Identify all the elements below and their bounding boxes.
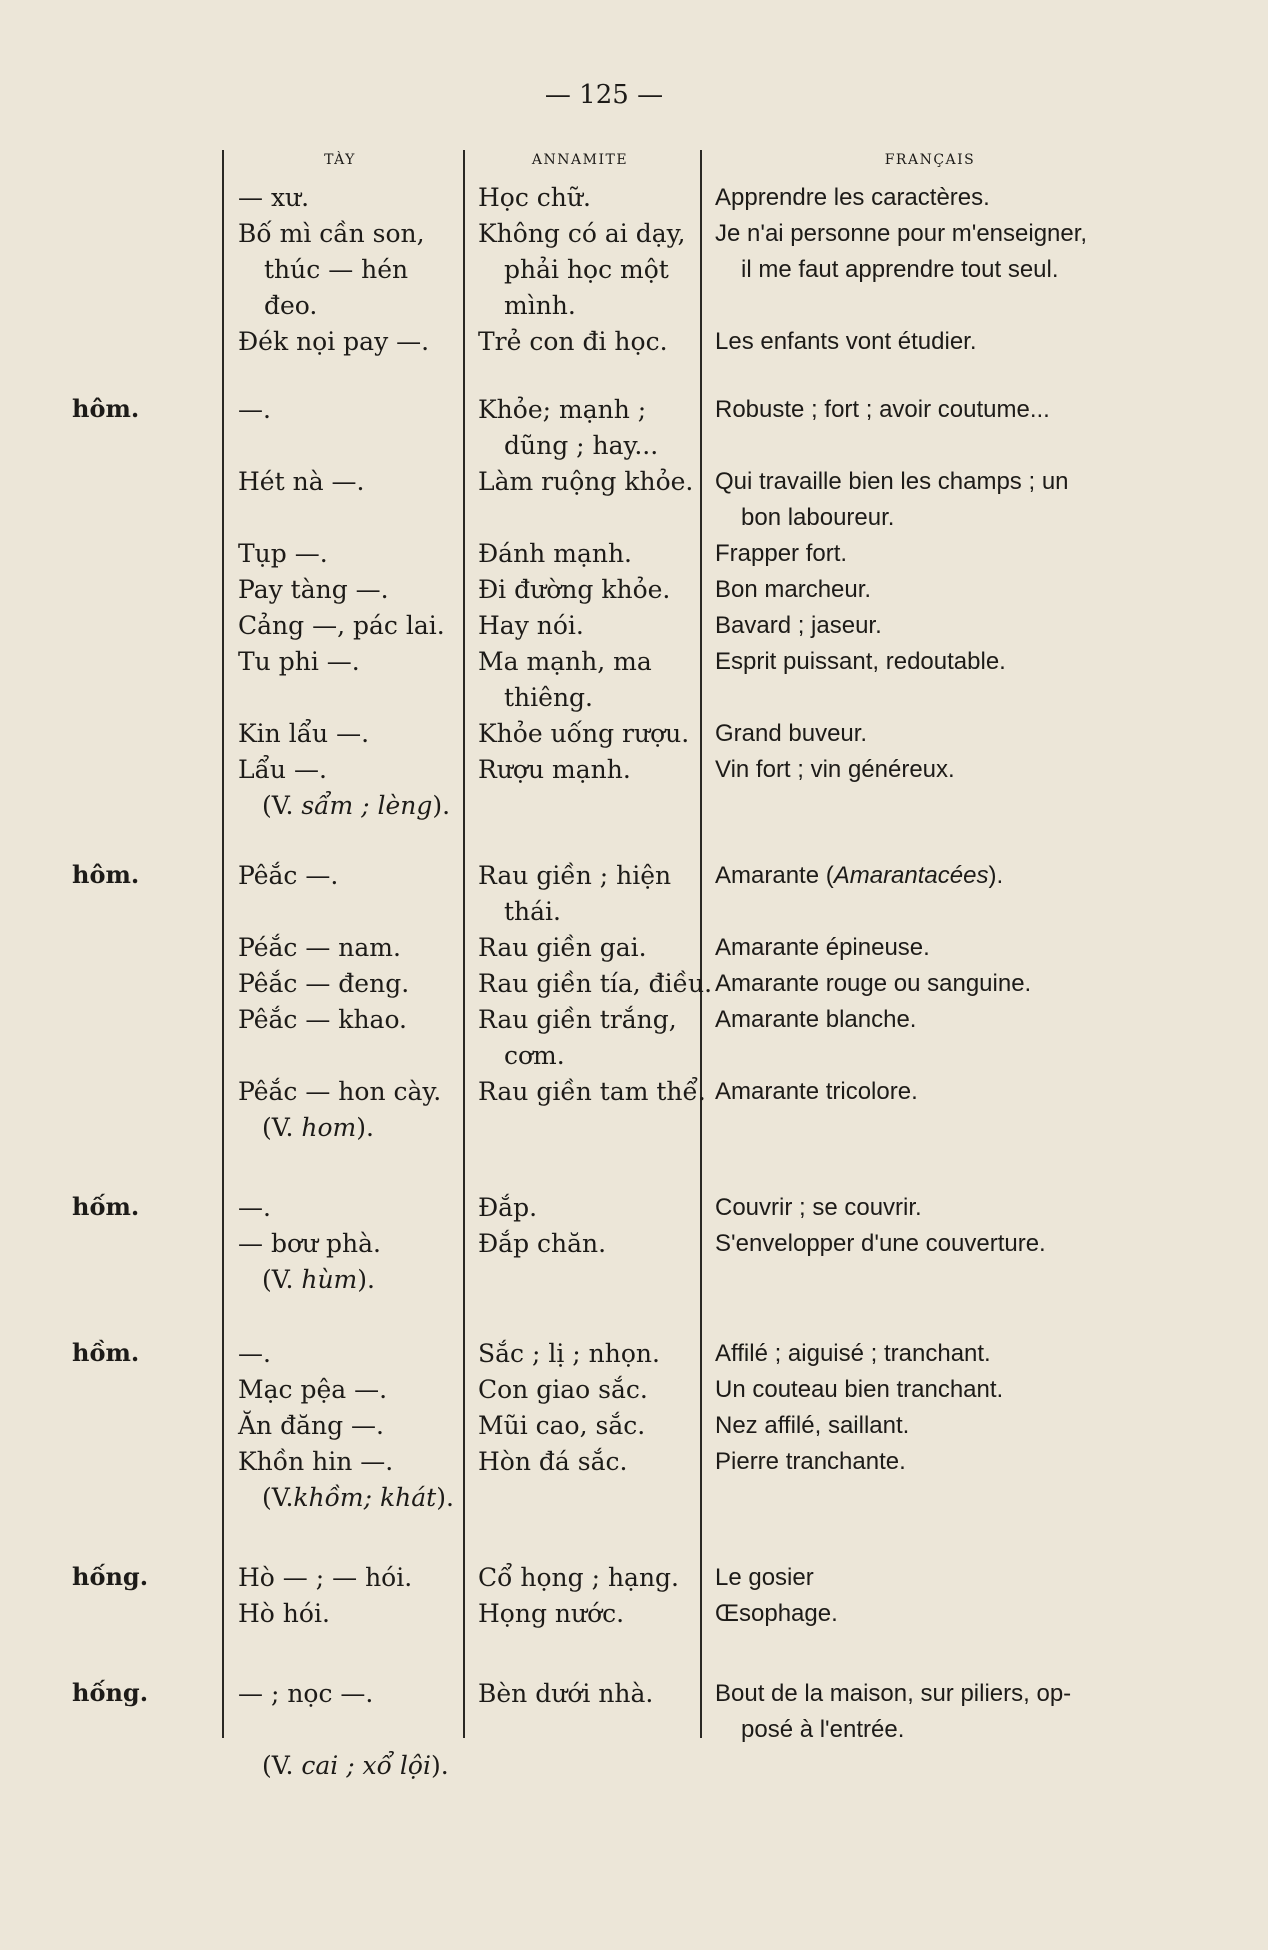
cell-line: Apprendre les caractères. [715,184,990,211]
cell-line: Bèn dưới nhà. [478,1679,654,1708]
cell-line: Mạc pệa —. [238,1375,388,1404]
tay-cell [238,752,327,788]
cell-line: Péắc — nam. [238,933,401,962]
column-divider-right [700,150,702,1738]
cell-line: Bon marcheur. [715,576,872,603]
annamite-cell [478,1074,706,1110]
cell-line: Tu phi —. [238,647,360,676]
french-cell [715,1074,918,1110]
cell-line: phải học một [504,255,669,284]
cell-line: Les enfants vont étudier. [715,328,977,355]
cell-line: Je n'ai personne pour m'enseigner, [715,220,1088,247]
annamite-cell [478,644,652,716]
french-cell [715,1372,1003,1408]
cell-line: thúc — hén [264,255,409,284]
entry-headword: hôm. [72,860,140,889]
annamite-cell [478,464,693,500]
cell-line: —. [238,1339,271,1368]
entry-headword: hôm. [72,394,140,423]
annamite-cell [478,716,689,752]
french-cell [715,858,1003,894]
annamite-cell [478,1408,645,1444]
cell-line: Pêắc — đeng. [238,969,410,998]
cell-line: —. [238,395,271,424]
french-cell [715,1596,838,1632]
cell-line: dũng ; hay... [504,431,659,460]
cell-line: Pêắc — hon cày. [238,1077,442,1106]
french-cell [715,1226,1046,1262]
entry-headword: hốm. [72,1192,140,1221]
annamite-cell [478,1226,606,1262]
annamite-cell [478,1336,660,1372]
cell-line: Hòn đá sắc. [478,1447,628,1476]
french-cell [715,1676,1071,1748]
cell-line: Khồn hin —. [238,1447,394,1476]
french-cell [715,1560,814,1596]
cell-line: Bavard ; jaseur. [715,612,882,639]
cell-line: Đắp. [478,1193,538,1222]
cell-line: Hay nói. [478,611,584,640]
cell-line: Affilé ; aiguisé ; tranchant. [715,1340,991,1367]
cell-line: Grand buveur. [715,720,868,747]
cell-line: Kin lẩu —. [238,719,370,748]
column-divider-middle [463,150,465,1738]
annamite-cell [478,858,671,930]
annamite-cell [478,572,670,608]
cell-line: Pay tàng —. [238,575,389,604]
cell-line: Œsophage. [715,1600,838,1627]
cell-line: Qui travaille bien les champs ; un [715,468,1069,495]
tay-cell [238,966,409,1002]
column-header-tay: TÀY [324,152,356,168]
cell-line: Pierre tranchante. [715,1448,906,1475]
cell-line: Tụp —. [238,539,328,568]
french-cell [715,930,930,966]
cell-line: Hét nà —. [238,467,365,496]
annamite-cell [478,324,668,360]
tay-cell [238,216,425,324]
cell-line: Rau giền tía, điều. [478,969,713,998]
french-cell [715,324,977,360]
cross-reference: (V. sẩm ; lèng). [262,791,451,820]
cell-line: Con giao sắc. [478,1375,648,1404]
cell-line: posé à l'entrée. [741,1716,905,1743]
cell-line: Rau giền tam thể. [478,1077,706,1106]
cell-line: Không có ai dạy, [478,219,686,248]
cell-line: thiêng. [504,683,593,712]
tay-cell [238,1372,387,1408]
annamite-cell [478,1444,627,1480]
cell-line: — ; nọc —. [238,1679,374,1708]
tay-cell [238,644,360,680]
cell-line: Amarante (Amarantacées). [715,862,1004,889]
cell-line: Ăn đăng —. [238,1411,385,1440]
cell-line: Couvrir ; se couvrir. [715,1194,922,1221]
cell-line: Esprit puissant, redoutable. [715,648,1006,675]
cell-line: Đắp chăn. [478,1229,607,1258]
annamite-cell [478,1190,537,1226]
cell-line: mình. [504,291,576,320]
page-number: — 125 — [544,80,664,110]
tay-cell [238,1408,384,1444]
annamite-cell [478,216,685,324]
french-cell [715,716,867,752]
tay-cell [238,1676,373,1712]
french-cell [715,572,871,608]
tay-cell [238,930,401,966]
annamite-cell [478,930,647,966]
french-cell [715,1190,922,1226]
reference-word: cai ; xổ lội [301,1751,431,1780]
reference-word: hùm [301,1265,358,1294]
annamite-cell [478,752,631,788]
cell-line: Làm ruộng khỏe. [478,467,694,496]
tay-cell [238,1002,407,1038]
cell-line: Mũi cao, sắc. [478,1411,646,1440]
cell-line: il me faut apprendre tout seul. [741,256,1059,283]
cell-line: Cổ họng ; hạng. [478,1563,680,1592]
tay-cell [238,572,389,608]
tay-cell [238,536,328,572]
french-cell [715,536,847,572]
french-cell [715,966,1031,1002]
cross-reference: (V.khồm; khát). [262,1483,454,1512]
cell-line: Frapper fort. [715,540,848,567]
cross-reference: (V. cai ; xổ lội). [262,1751,449,1780]
annamite-cell [478,1676,653,1712]
cell-line: Rượu mạnh. [478,755,631,784]
annamite-cell [478,536,632,572]
cell-line: —. [238,1193,271,1222]
reference-word: hom [301,1113,357,1142]
column-header-francais: FRANÇAIS [884,152,976,168]
tay-cell [238,180,309,216]
entry-headword: hống. [72,1562,149,1591]
french-cell [715,216,1087,288]
tay-cell [238,464,365,500]
cell-line: Cảng —, pác lai. [238,611,445,640]
french-cell [715,1336,991,1372]
annamite-cell [478,392,658,464]
annamite-cell [478,180,591,216]
tay-cell [238,1444,393,1480]
french-cell [715,644,1006,680]
cell-line: thái. [504,897,561,926]
cell-line: — bơư phà. [238,1229,382,1258]
cell-line: Amarante rouge ou sanguine. [715,970,1032,997]
cell-line: Ma mạnh, ma [478,647,652,676]
cell-line: Rau giền ; hiện [478,861,672,890]
annamite-cell [478,1560,679,1596]
cell-line: Khỏe uống rượu. [478,719,690,748]
tay-cell [238,1074,441,1110]
column-header-annamite: ANNAMITE [531,152,629,168]
cell-line: Rau giền trắng, [478,1005,677,1034]
french-cell [715,180,990,216]
cell-line: Đék nọi pay —. [238,327,430,356]
cell-line: Amarante tricolore. [715,1078,918,1105]
cell-line: Robuste ; fort ; avoir coutume... [715,396,1050,423]
cell-line: Amarante blanche. [715,1006,917,1033]
cell-line: Học chữ. [478,183,591,212]
cell-line: Sắc ; lị ; nhọn. [478,1339,660,1368]
column-divider-left [222,150,224,1738]
tay-cell [238,392,271,428]
cell-line: Pêắc — khao. [238,1005,408,1034]
entry-headword: hồm. [72,1338,140,1367]
french-cell [715,464,1069,536]
cell-line: — xư. [238,183,310,212]
cell-line: Hò hói. [238,1599,330,1628]
cell-line: Đánh mạnh. [478,539,632,568]
cell-line: Lẩu —. [238,755,327,784]
tay-cell [238,1596,330,1632]
italic-term: Amarantacées [833,862,989,889]
french-cell [715,608,882,644]
cell-line: Rau giền gai. [478,933,647,962]
cell-line: Hò — ; — hói. [238,1563,413,1592]
cell-line: Đi đường khỏe. [478,575,671,604]
tay-cell [238,716,369,752]
cell-line: Pêắc —. [238,861,339,890]
cell-line: Un couteau bien tranchant. [715,1376,1004,1403]
cell-line: Bố mì cần son, [238,219,425,248]
cell-line: bon laboureur. [741,504,895,531]
annamite-cell [478,1002,677,1074]
cell-line: Bout de la maison, sur piliers, op- [715,1680,1072,1707]
cell-line: Họng nước. [478,1599,625,1628]
tay-cell [238,1560,412,1596]
french-cell [715,752,955,788]
cell-line: đeo. [264,291,318,320]
cell-line: S'envelopper d'une couverture. [715,1230,1046,1257]
cell-line: Khỏe; mạnh ; [478,395,647,424]
tay-cell [238,1226,381,1262]
cell-line: Trẻ con đi học. [478,327,668,356]
french-cell [715,1444,906,1480]
tay-cell [238,324,429,360]
cell-line: Vin fort ; vin généreux. [715,756,955,783]
annamite-cell [478,1596,624,1632]
french-cell [715,392,1050,428]
tay-cell [238,858,338,894]
cross-reference: (V. hùm). [262,1265,375,1294]
reference-word: sẩm ; lèng [301,791,433,820]
tay-cell [238,1336,271,1372]
annamite-cell [478,608,584,644]
french-cell [715,1002,916,1038]
annamite-cell [478,966,712,1002]
cell-line: Nez affilé, saillant. [715,1412,910,1439]
entry-headword: hống. [72,1678,149,1707]
cell-line: Amarante épineuse. [715,934,930,961]
cross-reference: (V. hom). [262,1113,374,1142]
tay-cell [238,608,445,644]
tay-cell [238,1190,271,1226]
reference-word: khồm; khát [293,1483,437,1512]
french-cell [715,1408,909,1444]
cell-line: Le gosier [715,1564,814,1591]
annamite-cell [478,1372,648,1408]
cell-line: cơm. [504,1041,565,1070]
